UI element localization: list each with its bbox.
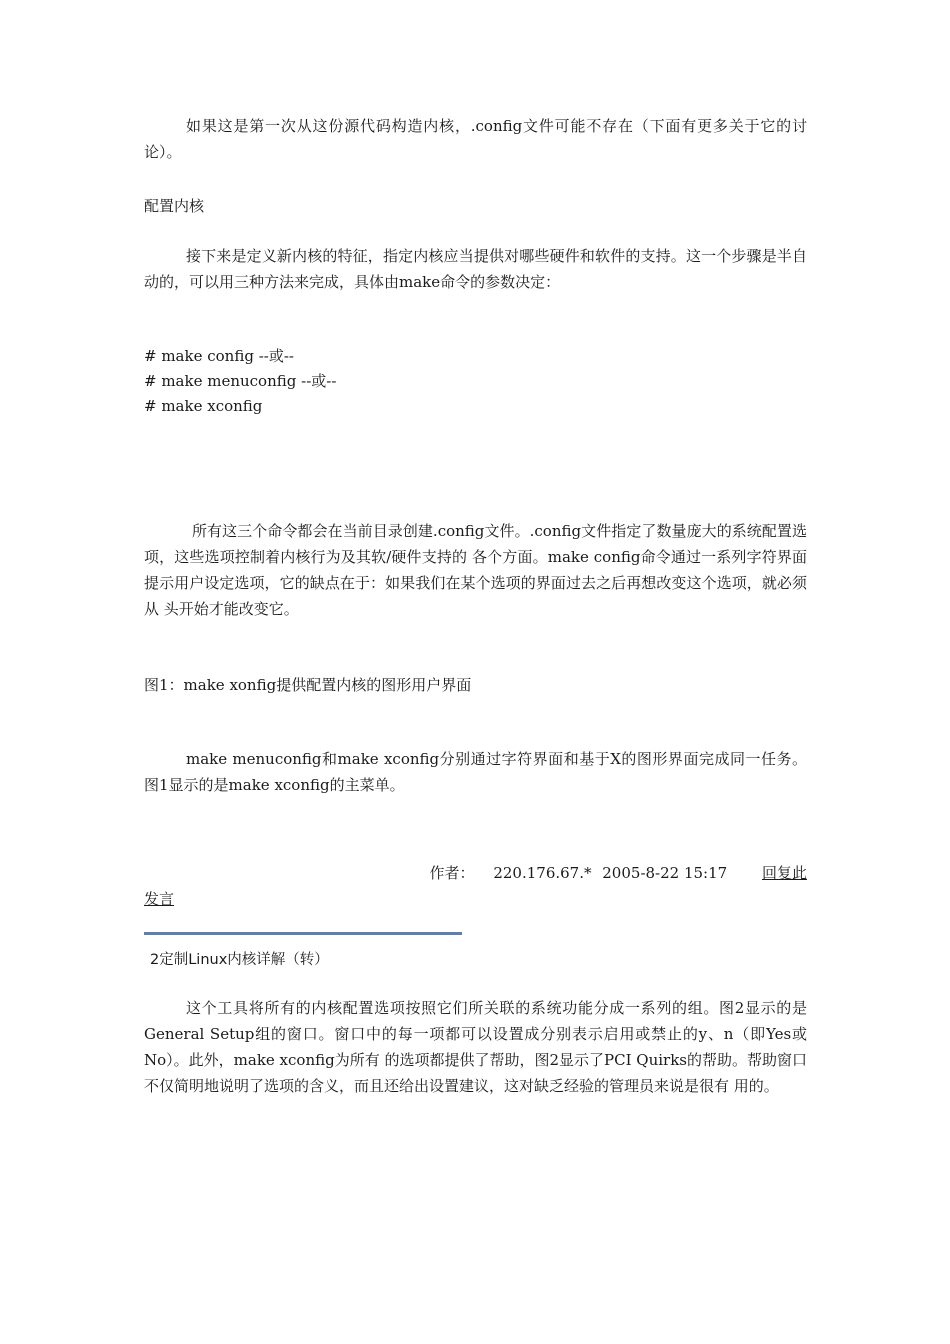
config-intro-paragraph: 接下来是定义新内核的特征，指定内核应当提供对哪些硬件和软件的支持。这一个步骤是半自动的，可以用三种方法来完成，具体由make命令的参数决定： (144, 247, 807, 291)
document-body (144, 113, 807, 1099)
menuconfig-paragraph: make menuconfig和make xconfig分别通过字符界面和基于X的图形界面完成同一任务。图1显示的是make xconfig的主菜单。 (144, 750, 807, 794)
post-meta (144, 860, 807, 912)
intro-paragraph: 如果这是第一次从这份源代码构造内核，.config文件可能不存在（下面有更多关于它的讨论）。 (144, 117, 807, 161)
post-datetime: 2005-8-22 15:17 (602, 864, 728, 882)
author-ip: 220.176.67.* (493, 864, 592, 882)
reply-link-continued[interactable]: 发言 (144, 890, 175, 908)
post-body (144, 995, 807, 1099)
command-line: # make xconfig (144, 397, 263, 415)
post-title: 2定制Linux内核详解（转） (150, 952, 329, 968)
command-line: # make menuconfig --或-- (144, 372, 337, 390)
figure-caption: 图1：make xonfig提供配置内核的图形用户界面 (144, 676, 472, 694)
command-line: # make config --或-- (144, 347, 294, 365)
section-heading: 配置内核 (144, 197, 205, 215)
author-label: 作者： (429, 864, 475, 882)
post-body-text: 这个工具将所有的内核配置选项按照它们所关联的系统功能分成一系列的组。图2显示的是 General Setup组的窗口。窗口中的每一项都可以设置成分别表示启用或禁止的y、n（即Yes或No）。此外，make xconfig为所有 的选项都提供了帮助，图2显示了PCI Quirks的帮助。帮助窗口不仅简明地说明了选项的含义，而且还给出设置建议，这对缺乏经验的管理员来说是很有 用的。 (144, 999, 808, 1095)
reply-link[interactable]: 回复此 (761, 864, 807, 882)
command-block (144, 344, 807, 419)
commands-description-paragraph: 所有这三个命令都会在当前目录创建.config文件。.config文件指定了数量庞大的系统配置选项，这些选项控制着内核行为及其软/硬件支持的 各个方面。make config命令通过一系列字符界面提示用户设定选项，它的缺点在于：如果我们在某个选项的界面过去之后再想改变这个选项，就必须从 头开始才能改变它。 (144, 522, 807, 618)
